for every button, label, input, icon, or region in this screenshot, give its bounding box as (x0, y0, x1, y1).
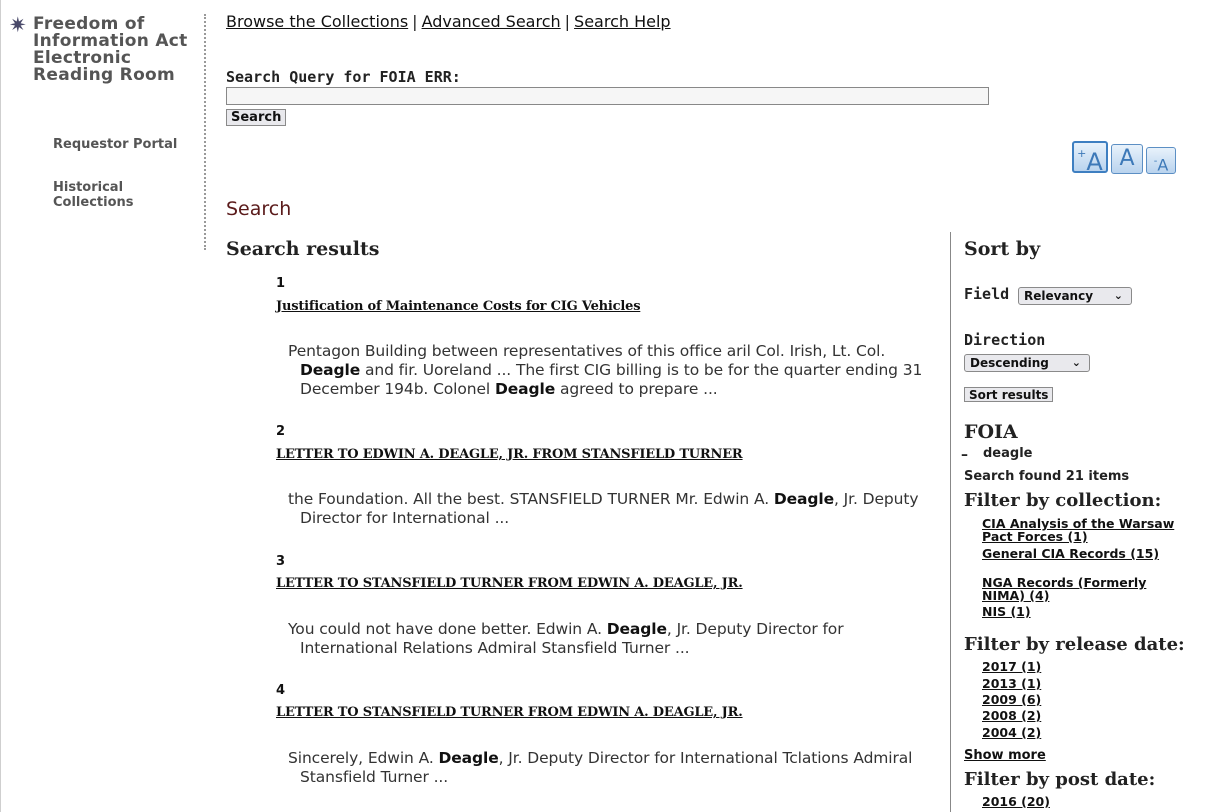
decrease-font-size-button[interactable] (1146, 147, 1176, 174)
sort-field-label: Field (964, 285, 1010, 303)
search-help-link[interactable]: Search Help (574, 12, 671, 31)
site-title[interactable]: Freedom of Information Act Electronic Reading Room (33, 14, 188, 85)
filter-collection-link[interactable]: General CIA Records (15) (982, 546, 1160, 561)
sort-direction-select[interactable] (964, 354, 1090, 372)
filter-release-date-link[interactable]: 2017 (1) (982, 659, 1042, 674)
plus-sign: + (1077, 147, 1087, 160)
results-panel-divider (950, 232, 951, 812)
filter-collection-link[interactable]: CIA Analysis of the Warsaw Pact Forces (1) (982, 516, 1175, 544)
filter-post-date-heading: Filter by post date: (964, 769, 1156, 790)
result-title-link[interactable]: LETTER TO EDWIN A. DEAGLE, JR. FROM STANSFIELD TURNER (276, 447, 743, 462)
filter-collection-link[interactable]: NGA Records (Formerly NIMA) (4) (982, 575, 1147, 603)
sidebar-link-historical-collections[interactable]: Historical Collections (53, 180, 134, 210)
result-number: 2 (276, 424, 286, 439)
page-title: Search (226, 198, 292, 220)
results-count: Search found 21 items (964, 469, 1130, 484)
nav-separator: | (412, 12, 418, 31)
result-number: 3 (276, 554, 286, 569)
font-a-glyph: A (1119, 146, 1135, 171)
result-snippet: Pentagon Building between representatives of this office aril Col. Irish, Lt. Col. Deagle and fir. Uoreland ... The first CIG billing is to be for the quarter ending 31 December 194b. Colonel Deagle agreed to prepare ... (288, 342, 923, 398)
sort-heading: Sort by (964, 238, 1041, 260)
result-title-link[interactable]: LETTER TO STANSFIELD TURNER FROM EDWIN A. DEAGLE, JR. (276, 705, 743, 720)
chevron-down-icon: ⌄ (1071, 356, 1081, 369)
filter-release-date-heading: Filter by release date: (964, 634, 1185, 655)
starburst-logo-icon: ✷ (9, 13, 27, 37)
result-number: 4 (276, 683, 286, 698)
filter-release-date-link[interactable]: 2004 (2) (982, 725, 1042, 740)
font-a-glyph: A (1086, 148, 1103, 176)
reset-font-size-button[interactable] (1111, 144, 1143, 174)
minus-sign: - (1153, 156, 1158, 167)
result-title-link[interactable]: LETTER TO STANSFIELD TURNER FROM EDWIN A. DEAGLE, JR. (276, 576, 743, 591)
sort-field-value: Relevancy (1024, 289, 1094, 303)
increase-font-size-button[interactable] (1072, 141, 1108, 176)
result-number: 1 (276, 276, 286, 291)
result-snippet: the Foundation. All the best. STANSFIELD TURNER Mr. Edwin A. Deagle, Jr. Deputy Director for International ... (288, 490, 919, 527)
show-more-link[interactable]: Show more (964, 748, 1046, 763)
search-input[interactable] (226, 87, 989, 105)
nav-separator: | (564, 12, 571, 31)
facet-heading: FOIA (964, 421, 1018, 443)
chevron-down-icon: ⌄ (1113, 289, 1123, 302)
sidebar-divider (204, 14, 206, 250)
result-snippet: Sincerely, Edwin A. Deagle, Jr. Deputy Director for International Tclations Admiral Stansfield Turner ... (288, 749, 913, 786)
sort-field-select[interactable] (1018, 287, 1132, 305)
sort-direction-value: Descending (970, 356, 1049, 370)
advanced-search-link[interactable]: Advanced Search (421, 12, 561, 31)
top-navigation (226, 12, 671, 31)
font-a-glyph: A (1157, 155, 1169, 175)
filter-release-date-link[interactable]: 2009 (6) (982, 692, 1042, 707)
result-title-link[interactable]: Justification of Maintenance Costs for CIG Vehicles (276, 299, 641, 314)
search-query-label: Search Query for FOIA ERR: (226, 68, 461, 86)
browse-collections-link[interactable]: Browse the Collections (226, 12, 409, 31)
filter-post-date-link[interactable]: 2016 (20) (982, 794, 1050, 809)
filter-release-date-link[interactable]: 2013 (1) (982, 676, 1042, 691)
sort-results-button[interactable]: Sort results (964, 387, 1053, 402)
active-search-term: deagle (983, 446, 1033, 461)
left-sidebar (1, 0, 205, 250)
search-button[interactable]: Search (226, 109, 286, 126)
filter-collection-heading: Filter by collection: (964, 490, 1162, 511)
filter-release-date-link[interactable]: 2008 (2) (982, 708, 1042, 723)
results-heading: Search results (226, 238, 380, 260)
sort-direction-label: Direction (964, 331, 1046, 349)
sidebar-link-requestor-portal[interactable]: Requestor Portal (53, 137, 178, 152)
filter-collection-link[interactable]: NIS (1) (982, 604, 1031, 619)
result-snippet: You could not have done better. Edwin A. Deagle, Jr. Deputy Director for International Relations Admiral Stansfield Turner ... (288, 620, 844, 657)
remove-term-icon[interactable]: – (961, 447, 968, 463)
